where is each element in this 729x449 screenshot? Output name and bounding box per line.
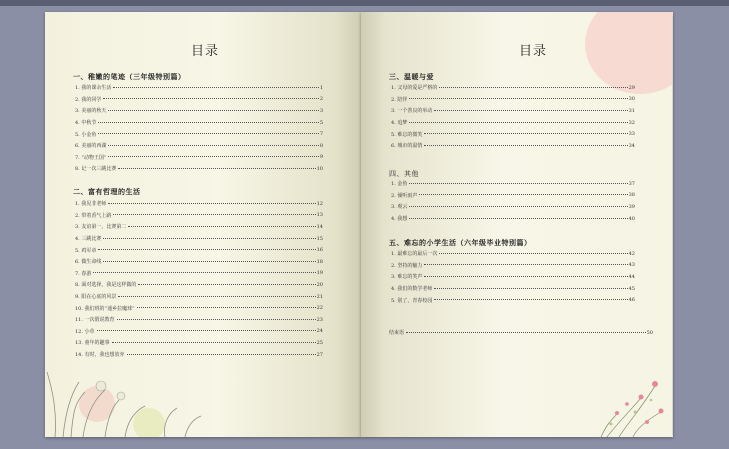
section-heading-4: 四、其他 — [389, 170, 419, 178]
toc-list-4 — [391, 178, 635, 224]
left-page-title: 目录 — [191, 44, 220, 59]
toc-item[interactable]: 4. 我们的数学老师 45 — [391, 285, 635, 293]
toc-item[interactable]: 2. 我的同学 2 — [75, 96, 323, 103]
toc-item[interactable]: 7. 春游 19 — [75, 270, 323, 277]
toc-list-3 — [391, 82, 635, 152]
toc-item[interactable]: 12. 小草 24 — [75, 328, 323, 335]
toc-item[interactable]: 3. 一个善良的举动 31 — [391, 107, 635, 115]
toc-item[interactable]: 7. “动物王国” 9 — [75, 154, 323, 161]
toc-item[interactable]: 6. 做生命线 18 — [75, 258, 323, 266]
toc-item[interactable]: 2. 陪伴 30 — [391, 96, 635, 103]
toc-item[interactable]: 2. 坚持的魅力 43 — [391, 262, 635, 269]
toc-item[interactable]: 10. 我们班的“通乡拉魔球” 22 — [75, 305, 323, 312]
viewer-top-bar — [0, 0, 729, 6]
pink-flowers-decoration — [597, 364, 673, 437]
toc-item[interactable]: 4. 三跳比赛 15 — [75, 235, 323, 243]
toc-item[interactable]: 1. 金鱼 37 — [391, 180, 635, 188]
toc-item[interactable]: 2. 倾听雨声 38 — [391, 192, 635, 199]
right-page-title: 目录 — [519, 44, 548, 59]
section-heading-5: 五、难忘的小学生活（六年级毕业特别篇） — [389, 238, 532, 247]
toc-item[interactable]: 5. 鸡军章 16 — [75, 247, 323, 254]
toc-item[interactable]: 6. 城市的温情 34 — [391, 142, 635, 150]
open-book — [45, 12, 677, 439]
grass-flower-decoration — [45, 342, 215, 437]
toc-item[interactable]: 1. 最难忘的最后一次 42 — [391, 250, 635, 258]
toc-item[interactable]: 1. 我的课余生活 1 — [75, 84, 323, 92]
toc-item[interactable]: 14. 有时，我也想放弃 27 — [75, 351, 323, 359]
section-heading-3: 三、温暖与爱 — [389, 72, 434, 81]
toc-item[interactable]: 8. 记一次三跳比赛 10 — [75, 165, 323, 173]
toc-item[interactable]: 1. 我见非老师 12 — [75, 200, 323, 208]
toc-item[interactable]: 5. 别了，青春校园 46 — [391, 297, 635, 304]
section-heading-1: 一、稚嫩的笔迹（三年级特别篇） — [73, 72, 186, 81]
section-heading-2: 二、富有哲理的生活 — [73, 187, 141, 196]
toc-item[interactable]: 5. 难忘的微笑 33 — [391, 131, 635, 138]
toc-item[interactable]: 2. 带着香气上路 13 — [75, 212, 323, 219]
toc-item[interactable]: 13. 童年的趣事 25 — [75, 339, 323, 347]
right-page[interactable] — [361, 12, 673, 437]
toc-item[interactable]: 1. 父母的爱是严格的 29 — [391, 84, 635, 92]
toc-list-closing — [389, 327, 653, 339]
toc-item[interactable]: 11. 一次假说教育 23 — [75, 316, 323, 324]
toc-list-2 — [75, 198, 323, 360]
toc-item[interactable]: 3. 友谊第一，比赛第二 14 — [75, 223, 323, 231]
toc-item[interactable]: 结束语 50 — [389, 329, 653, 337]
toc-item[interactable]: 9. 阳在心底的风景 21 — [75, 293, 323, 301]
page-stack-edge — [672, 16, 673, 436]
toc-list-5 — [391, 248, 635, 306]
toc-item[interactable]: 3. 难忘的笑声 44 — [391, 273, 635, 281]
toc-item[interactable]: 3. 美丽的秋天 3 — [75, 107, 323, 115]
toc-item[interactable]: 5. 小金鱼 7 — [75, 131, 323, 138]
toc-item[interactable]: 8. 面对选择，我是这样做的 20 — [75, 281, 323, 289]
toc-item[interactable]: 4. 中秋节 5 — [75, 119, 323, 127]
toc-item[interactable]: 6. 美丽的西湖 8 — [75, 142, 323, 150]
toc-item[interactable]: 4. 追梦 32 — [391, 119, 635, 127]
left-page[interactable] — [45, 12, 361, 437]
toc-list-1 — [75, 82, 323, 175]
toc-item[interactable]: 3. 观云 39 — [391, 203, 635, 211]
toc-item[interactable]: 4. 我想 40 — [391, 215, 635, 223]
